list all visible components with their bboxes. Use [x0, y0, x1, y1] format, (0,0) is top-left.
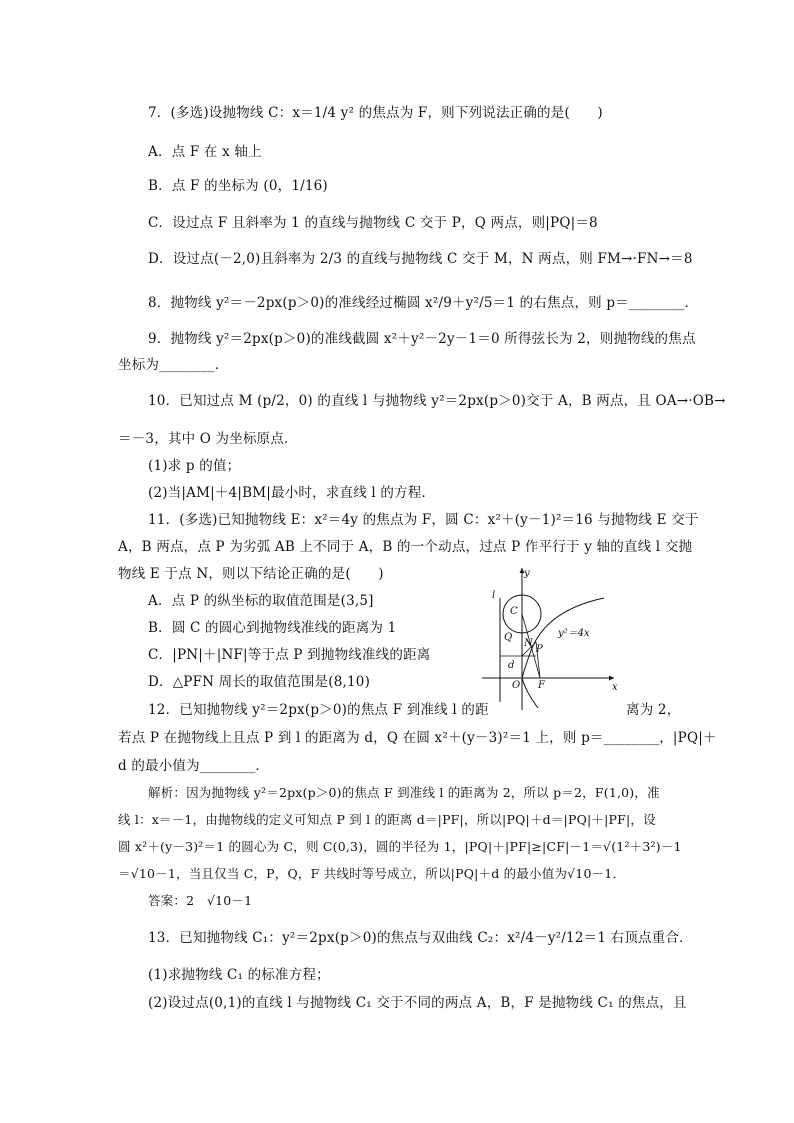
x-axis-arrow-icon [609, 676, 614, 681]
origin-o-label: O [512, 680, 521, 691]
line-l-label: l [492, 590, 496, 601]
q10-stem-2: ＝－3，其中 O 为坐标原点． [118, 431, 298, 447]
q11-option-a: A．点 P 的纵坐标的取值范围是(3,5] [148, 593, 374, 609]
q10-part-2: (2)当|AM|＋4|BM|最小时，求直线 l 的方程． [148, 485, 436, 501]
q7-option-c: C．设过点 F 且斜率为 1 的直线与抛物线 C 交于 P，Q 两点，则|PQ|＝8 [148, 215, 598, 231]
q9-stem-2: 坐标为________． [118, 357, 229, 373]
q12-stem-2: 若点 P 在抛物线上且点 P 到 l 的距离为 d，Q 在圆 x²＋(y－3)²＝1 上，则 p＝________，|PQ|＋ [118, 730, 717, 746]
q11-stem-3: 物线 E 于点 N，则以下结论正确的是( ) [118, 566, 384, 582]
answer-line: 答案：2 √10－1 [148, 893, 253, 908]
x-axis-label: x [612, 682, 618, 693]
q8-stem: 8．抛物线 y²＝－2px(p＞0)的准线经过椭圆 x²/9＋y²/5＝1 的右焦点，则 p＝________． [148, 295, 699, 311]
parabola-circle-figure [478, 562, 620, 712]
solution-line-3: 圆 x²＋(y－3)²＝1 的圆心为 C，则 C(0,3)，圆的半径为 1，|PQ|＋|PF|≥|CF|－1＝√(1²＋3²)－1 [118, 839, 682, 854]
q13-part-1: (1)求抛物线 C₁ 的标准方程； [148, 967, 330, 983]
q12-stem-1-left: 12．已知抛物线 y²＝2px(p＞0)的焦点 F 到准线 l 的距 [148, 702, 489, 718]
q12-stem-1-right: 离为 2， [626, 702, 681, 718]
point-c-label: C [510, 606, 518, 617]
q11-stem-1: 11．(多选)已知抛物线 E：x²＝4y 的焦点为 F，圆 C：x²＋(y－1)²＝16 与抛物线 E 交于 [148, 512, 699, 528]
q11-option-b: B．圆 C 的圆心到抛物线准线的距离为 1 [148, 620, 397, 636]
solution-line-2: 线 l：x＝－1，由抛物线的定义可知点 P 到 l 的距离 d＝|PF|，所以|PQ|＋d＝|PQ|＋|PF|，设 [118, 812, 656, 827]
q7-option-d: D．设过点(－2,0)且斜率为 2/3 的直线与抛物线 C 交于 M，N 两点，则 FM→·FN→＝8 [148, 251, 693, 267]
q13-stem: 13．已知抛物线 C₁：y²＝2px(p＞0)的焦点与双曲线 C₂：x²/4－y²/12＝1 右顶点重合． [148, 930, 693, 946]
q10-part-1: (1)求 p 的值； [148, 458, 241, 474]
point-q-label: Q [504, 632, 513, 643]
q7-option-a: A．点 F 在 x 轴上 [148, 144, 262, 160]
point-n-label: N [524, 638, 533, 649]
q11-option-d: D．△PFN 周长的取值范围是(8,10) [148, 674, 371, 690]
q11-option-c: C．|PN|＋|NF|等于点 P 到抛物线准线的距离 [148, 647, 431, 663]
q13-part-2: (2)设过点(0,1)的直线 l 与抛物线 C₁ 交于不同的两点 A，B，F 是抛物线 C₁ 的焦点，且 [148, 995, 687, 1011]
q7-option-b: B．点 F 的坐标为 (0，1/16) [148, 178, 328, 194]
q11-stem-2: A，B 两点，点 P 为劣弧 AB 上不同于 A，B 的一个动点，过点 P 作平行于 y 轴的直线 l 交抛 [118, 539, 693, 555]
q9-stem-1: 9．抛物线 y²＝2px(p＞0)的准线截圆 x²＋y²－2y－1＝0 所得弦长为 2，则抛物线的焦点 [148, 331, 696, 347]
q12-stem-3: d 的最小值为________． [118, 758, 270, 774]
q10-stem-1: 10．已知过点 M (p/2，0) 的直线 l 与抛物线 y²＝2px(p＞0)交于 A，B 两点，且 OA→·OB→ [148, 393, 726, 409]
distance-d-label: d [508, 660, 515, 671]
point-p-label: P [536, 644, 543, 655]
figure-svg [478, 562, 620, 712]
focus-f-label: F [538, 680, 545, 691]
parabola-equation-label: y²＝4x [558, 628, 590, 639]
q7-stem: 7．(多选)设抛物线 C：x＝1/4 y² 的焦点为 F，则下列说法正确的是( ) [148, 105, 603, 121]
solution-line-4: ＝√10－1，当且仅当 C，P，Q，F 共线时等号成立，所以|PQ|＋d 的最小值为√10－1． [118, 866, 626, 881]
solution-line-1: 解析：因为抛物线 y²＝2px(p＞0)的焦点 F 到准线 l 的距离为 2，所以 p＝2，F(1,0)，准 [148, 785, 660, 800]
parabola-curve [522, 598, 604, 708]
y-axis-label: y [524, 568, 530, 579]
